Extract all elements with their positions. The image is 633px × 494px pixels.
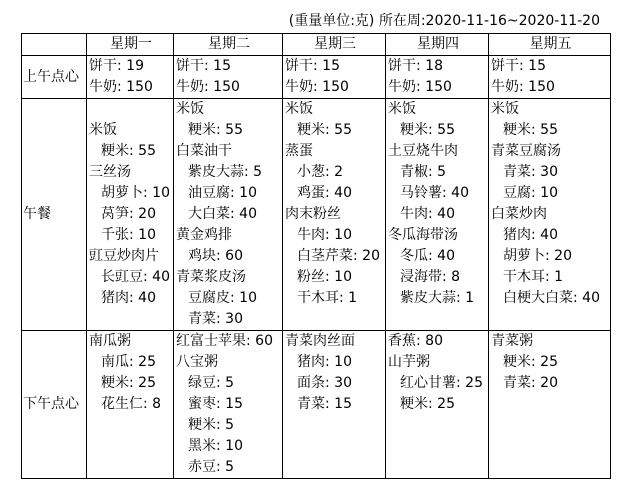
dish: 三丝汤 [89, 164, 131, 180]
ingredient: 粉丝: 10 [297, 269, 352, 285]
ingredient: 粳米: 25 [503, 354, 558, 370]
dish: 饼干: 15 [176, 58, 231, 74]
menu-cell [87, 56, 174, 99]
dish: 米饭 [388, 101, 416, 117]
ingredient: 猪肉: 40 [503, 227, 558, 243]
ingredient: 白茎芹菜: 20 [297, 248, 380, 264]
meal-row [22, 99, 611, 331]
ingredient: 胡萝卜: 10 [101, 185, 170, 201]
ingredient: 青菜: 30 [188, 311, 243, 327]
ingredient: 青菜: 30 [503, 164, 558, 180]
dish: 肉末粉丝 [285, 206, 341, 222]
corner-cell [22, 34, 87, 56]
week-range: 所在周:2020-11-16~2020-11-20 [378, 13, 600, 29]
meal-label: 午餐 [22, 99, 87, 331]
menu-cell [87, 331, 174, 479]
ingredient: 青菜: 15 [297, 396, 352, 412]
dish: 白菜炒肉 [491, 206, 547, 222]
ingredient: 猪肉: 40 [101, 290, 156, 306]
ingredient: 绿豆: 5 [188, 375, 235, 391]
dish: 饼干: 19 [89, 58, 144, 74]
dish: 青菜浆皮汤 [176, 269, 246, 285]
menu-cell [489, 99, 611, 331]
day-header: 星期一 [87, 34, 174, 56]
ingredient: 紫皮大蒜: 1 [400, 290, 475, 306]
day-header: 星期四 [386, 34, 489, 56]
dish: 米饭 [285, 101, 313, 117]
menu-cell [87, 99, 174, 331]
ingredient: 猪肉: 10 [297, 354, 352, 370]
ingredient: 胡萝卜: 20 [503, 248, 572, 264]
dish: 米饭 [491, 101, 519, 117]
ingredient: 粳米: 55 [503, 122, 558, 138]
meal-label: 上午点心 [22, 56, 87, 99]
ingredient: 小葱: 2 [297, 164, 344, 180]
ingredient: 赤豆: 5 [188, 459, 235, 475]
ingredient: 浸海带: 8 [400, 269, 461, 285]
ingredient: 粳米: 25 [400, 396, 455, 412]
dish: 青菜豆腐汤 [491, 143, 561, 159]
menu-cell [283, 99, 386, 331]
menu-header [0, 12, 600, 30]
ingredient: 粳米: 55 [297, 122, 352, 138]
menu-cell [489, 56, 611, 99]
dish: 饼干: 18 [388, 58, 443, 74]
ingredient: 白梗大白菜: 40 [503, 290, 600, 306]
dish: 青菜粥 [491, 333, 533, 349]
dish: 山芋粥 [388, 354, 430, 370]
dish: 牛奶: 150 [285, 79, 349, 95]
dish: 牛奶: 150 [176, 79, 240, 95]
ingredient: 红心甘薯: 25 [400, 375, 483, 391]
ingredient: 鸡块: 60 [188, 248, 243, 264]
weight-unit-note: (重量单位:克) [288, 13, 375, 29]
menu-cell [489, 331, 611, 479]
dish: 土豆烧牛肉 [388, 143, 458, 159]
dish [89, 99, 173, 120]
ingredient: 粳米: 25 [101, 375, 156, 391]
menu-cell [283, 56, 386, 99]
ingredient: 花生仁: 8 [101, 396, 162, 412]
ingredient: 黑米: 10 [188, 438, 243, 454]
dish: 牛奶: 150 [388, 79, 452, 95]
ingredient: 豆腐皮: 10 [188, 290, 257, 306]
ingredient: 冬瓜: 40 [400, 248, 455, 264]
table-header-row [22, 34, 611, 56]
dish: 冬瓜海带汤 [388, 227, 458, 243]
menu-cell [174, 99, 283, 331]
ingredient: 面条: 30 [297, 375, 352, 391]
dish: 豇豆炒肉片 [89, 248, 159, 264]
ingredient: 牛肉: 10 [297, 227, 352, 243]
menu-cell [386, 99, 489, 331]
dish: 白菜油干 [176, 143, 232, 159]
weekly-menu-table [21, 33, 611, 479]
ingredient: 豆腐: 10 [503, 185, 558, 201]
dish: 饼干: 15 [285, 58, 340, 74]
ingredient: 粳米: 55 [400, 122, 455, 138]
menu-cell [174, 56, 283, 99]
dish: 香蕉: 80 [388, 333, 443, 349]
meal-row [22, 56, 611, 99]
meal-row [22, 331, 611, 479]
meal-label: 下午点心 [22, 331, 87, 479]
ingredient: 青椒: 5 [400, 164, 447, 180]
ingredient: 牛肉: 40 [400, 206, 455, 222]
ingredient: 干木耳: 1 [297, 290, 358, 306]
ingredient: 莴笋: 20 [101, 206, 156, 222]
ingredient: 千张: 10 [101, 227, 156, 243]
day-header: 星期二 [174, 34, 283, 56]
ingredient: 长豇豆: 40 [101, 269, 170, 285]
ingredient: 南瓜: 25 [101, 354, 156, 370]
ingredient: 粳米: 55 [188, 122, 243, 138]
dish: 米饭 [89, 122, 117, 138]
ingredient: 紫皮大蒜: 5 [188, 164, 263, 180]
dish: 牛奶: 150 [491, 79, 555, 95]
day-header: 星期五 [489, 34, 611, 56]
menu-cell [386, 331, 489, 479]
dish: 青菜肉丝面 [285, 333, 355, 349]
ingredient: 粳米: 5 [188, 417, 235, 433]
ingredient: 干木耳: 1 [503, 269, 564, 285]
dish: 米饭 [176, 101, 204, 117]
ingredient: 粳米: 55 [101, 143, 156, 159]
dish: 牛奶: 150 [89, 79, 153, 95]
day-header: 星期三 [283, 34, 386, 56]
dish: 红富士苹果: 60 [176, 333, 273, 349]
ingredient: 马铃薯: 40 [400, 185, 469, 201]
ingredient: 鸡蛋: 40 [297, 185, 352, 201]
ingredient: 蜜枣: 15 [188, 396, 243, 412]
dish: 蒸蛋 [285, 143, 313, 159]
dish: 饼干: 15 [491, 58, 546, 74]
dish: 八宝粥 [176, 354, 218, 370]
ingredient: 大白菜: 40 [188, 206, 257, 222]
ingredient: 油豆腐: 10 [188, 185, 257, 201]
dish: 南瓜粥 [89, 333, 131, 349]
menu-cell [283, 331, 386, 479]
menu-cell [174, 331, 283, 479]
dish: 黄金鸡排 [176, 227, 232, 243]
menu-cell [386, 56, 489, 99]
ingredient: 青菜: 20 [503, 375, 558, 391]
